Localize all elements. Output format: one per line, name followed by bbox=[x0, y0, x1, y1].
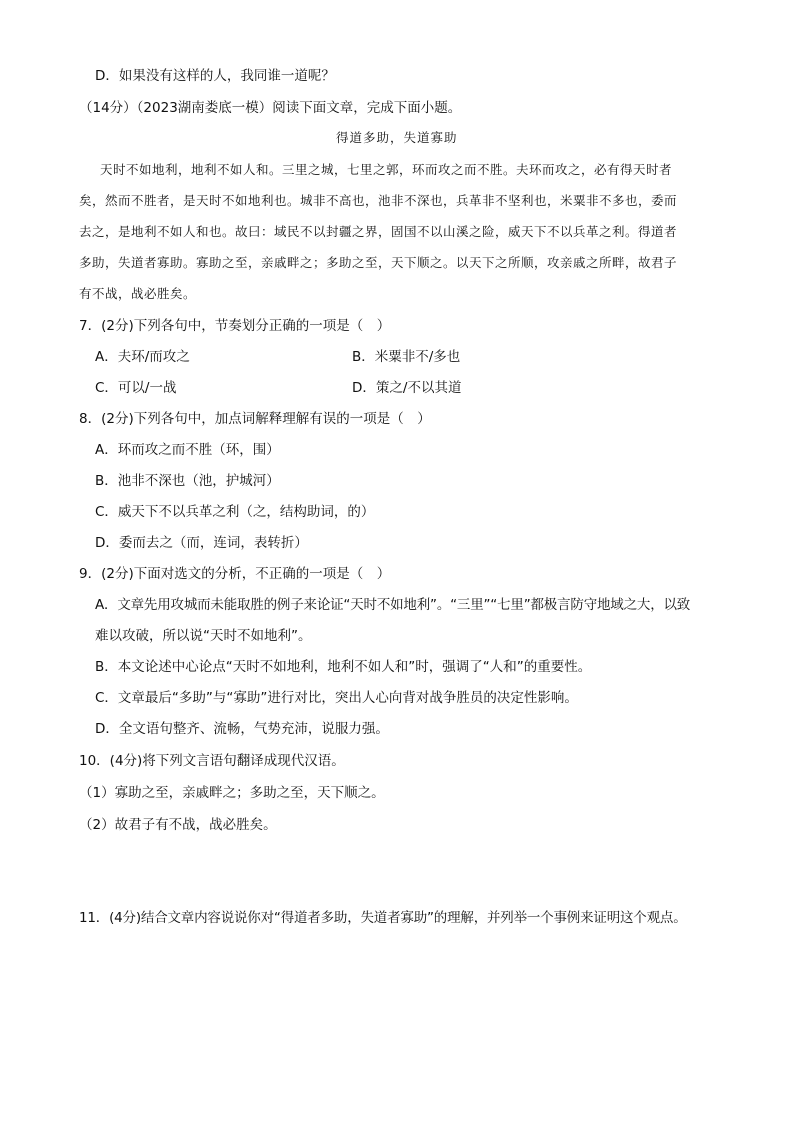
previous-option-d: D．如果没有这样的人，我同谁一道呢？ bbox=[95, 68, 335, 84]
question-stem: 10．(4分)将下列文言语句翻译成现代汉语。 bbox=[79, 753, 345, 769]
option-d[interactable]: D．全文语句整齐、流畅，气势充沛，说服力强。 bbox=[95, 721, 389, 737]
passage-title: 得道多助，失道寡助 bbox=[336, 130, 458, 145]
option-b[interactable]: B．米粟非不/多也 bbox=[352, 349, 461, 365]
option-c[interactable]: C．可以/一战 bbox=[95, 380, 177, 396]
option-d[interactable]: D．委而去之（而，连词，表转折） bbox=[95, 535, 308, 551]
passage-line: 有不战，战必胜矣。 bbox=[79, 286, 197, 301]
translation-sentence-1: （1）寡助之至，亲戚畔之；多助之至，天下顺之。 bbox=[79, 785, 385, 801]
question-stem: 11．(4分)结合文章内容说说你对“得道者多助，失道者寡助”的理解，并列举一个事例来证明这个观点。 bbox=[79, 910, 687, 926]
question-stem: 7．(2分)下列各句中，节奏划分正确的一项是（ ） bbox=[79, 318, 391, 334]
option-a-continued: 难以攻破，所以说“天时不如地利”。 bbox=[95, 628, 312, 644]
option-d[interactable]: D．策之/不以其道 bbox=[352, 380, 462, 396]
option-a[interactable]: A．夫环/而攻之 bbox=[95, 349, 190, 365]
passage-line: 多助，失道者寡助。寡助之至，亲戚畔之；多助之至，天下顺之。以天下之所顺，攻亲戚之所畔，故君子 bbox=[79, 255, 678, 270]
option-a[interactable]: A．文章先用攻城而未能取胜的例子来论证“天时不如地利”。“三里”“七里”都极言防守地域之大，以致 bbox=[95, 597, 691, 613]
section-header: （14分）（2023湖南娄底一模）阅读下面文章，完成下面小题。 bbox=[79, 100, 462, 116]
option-a[interactable]: A．环而攻之而不胜（环，围） bbox=[95, 442, 280, 458]
passage-line: 矣，然而不胜者，是天时不如地利也。城非不高也，池非不深也，兵革非不坚利也，米粟非不多也，委而 bbox=[79, 193, 678, 208]
translation-sentence-2: （2）故君子有不战，战必胜矣。 bbox=[79, 817, 277, 833]
option-c[interactable]: C．威天下不以兵革之利（之，结构助词，的） bbox=[95, 504, 375, 520]
question-stem: 8．(2分)下列各句中，加点词解释理解有误的一项是（ ） bbox=[79, 411, 431, 427]
passage-line: 去之，是地利不如人和也。故曰：域民不以封疆之界，固国不以山溪之险，威天下不以兵革之利。得道者 bbox=[79, 224, 678, 239]
option-b[interactable]: B．池非不深也（池，护城河） bbox=[95, 473, 280, 489]
option-c[interactable]: C．文章最后“多助”与“寡助”进行对比，突出人心向背对战争胜员的决定性影响。 bbox=[95, 690, 578, 706]
passage-line: 天时不如地利，地利不如人和。三里之城，七里之郭，环而攻之而不胜。夫环而攻之，必有得天时者 bbox=[100, 162, 673, 177]
question-stem: 9．(2分)下面对选文的分析，不正确的一项是（ ） bbox=[79, 566, 391, 582]
option-b[interactable]: B．本文论述中心论点“天时不如地利，地利不如人和”时，强调了“人和”的重要性。 bbox=[95, 659, 592, 675]
